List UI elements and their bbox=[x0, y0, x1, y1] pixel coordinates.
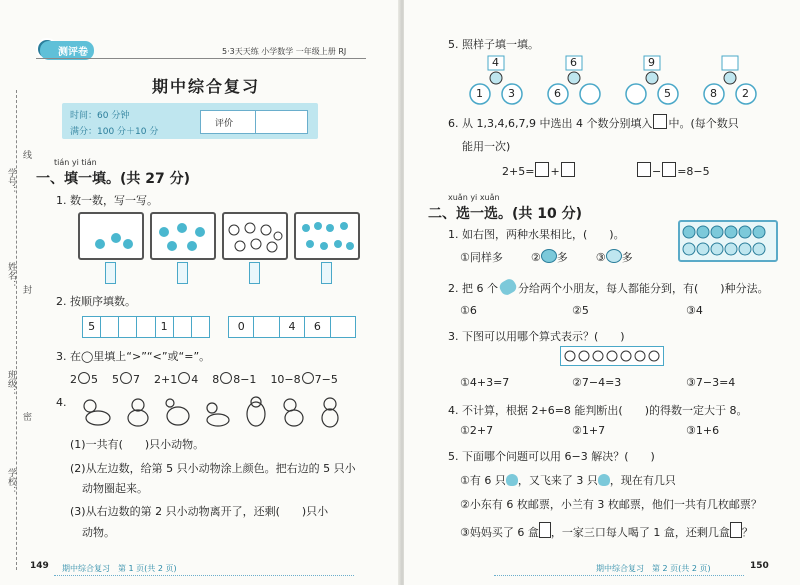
seq2-cell[interactable] bbox=[254, 317, 279, 337]
compare-circle[interactable] bbox=[120, 372, 132, 384]
c3-option-3[interactable]: ③7−3=4 bbox=[686, 376, 736, 389]
compare-left: 5 bbox=[112, 373, 119, 386]
bike-4 bbox=[700, 54, 760, 112]
bike-top: 6 bbox=[570, 56, 577, 69]
c4-option-2[interactable]: ②1+7 bbox=[572, 424, 606, 437]
c1-option-3-suffix: 多 bbox=[621, 251, 633, 264]
c1-option-2[interactable]: ② bbox=[530, 251, 541, 264]
score-info: 满分：100 分＋10 分 bbox=[70, 127, 159, 137]
q6-text-a: 6. 从 1,3,4,6,7,9 中选出 4 个数分别填入 bbox=[448, 117, 653, 130]
apple-box-1 bbox=[78, 212, 144, 260]
q2-text: 2. 按顺序填数。 bbox=[56, 295, 136, 308]
seq1-cell[interactable] bbox=[119, 317, 137, 337]
xuehao-label: 学号： bbox=[6, 168, 16, 195]
c4-option-3[interactable]: ③1+6 bbox=[686, 424, 720, 437]
pingjia-label: 评价 bbox=[215, 119, 234, 129]
seq2-cell[interactable] bbox=[331, 317, 355, 337]
eq2-suffix: =8−5 bbox=[677, 165, 710, 178]
section2-pinyin: xuǎn yi xuǎn bbox=[448, 193, 500, 202]
c3-option-2[interactable]: ②7−4=3 bbox=[572, 376, 622, 389]
duck-icon bbox=[207, 403, 229, 426]
compare-left: 8 bbox=[212, 373, 220, 386]
answer-square[interactable] bbox=[535, 162, 549, 177]
left-footer-text: 期中综合复习 第 1 页(共 2 页) bbox=[62, 564, 177, 573]
seq1-cell[interactable]: 5 bbox=[83, 317, 101, 337]
seq1-cell[interactable] bbox=[101, 317, 119, 337]
compare-circle[interactable] bbox=[302, 372, 314, 384]
seq1-cell[interactable] bbox=[192, 317, 209, 337]
info-box bbox=[62, 103, 318, 139]
eq2-op: − bbox=[652, 165, 662, 178]
bike-2 bbox=[544, 54, 604, 112]
answer-square[interactable] bbox=[637, 162, 651, 177]
compare-right: 7−5 bbox=[314, 373, 338, 386]
pingjia-box bbox=[200, 110, 308, 134]
c4-option-1[interactable]: ①2+7 bbox=[460, 424, 494, 437]
compare-circle[interactable] bbox=[78, 372, 90, 384]
q5-text: 5. 照样子填一填。 bbox=[448, 38, 539, 51]
section2-title: 二、选一选。(共 10 分) bbox=[428, 206, 583, 222]
cut-line bbox=[16, 90, 17, 570]
fruit-compare-box bbox=[678, 220, 778, 262]
q1-text: 1. 数一数，写一写。 bbox=[56, 194, 158, 207]
eq1-prefix: 2+5= bbox=[502, 165, 535, 178]
dog-icon bbox=[84, 400, 110, 425]
milk-carton-icon bbox=[730, 522, 742, 538]
right-page bbox=[404, 0, 800, 585]
bike-top: 9 bbox=[648, 56, 655, 69]
pear-box bbox=[222, 212, 288, 260]
c5-o3-a: ③妈妈买了 6 盒 bbox=[460, 526, 539, 539]
q4-number: 4. bbox=[56, 396, 67, 409]
q4-line-5: 动物。 bbox=[82, 526, 115, 539]
blank-square-icon bbox=[653, 114, 667, 129]
section1-title: 一、填一填。(共 27 分) bbox=[36, 171, 191, 187]
bike-top: 4 bbox=[492, 56, 499, 69]
c1-option-1[interactable]: ①同样多 bbox=[460, 251, 503, 264]
c1-option-3[interactable]: ③ bbox=[595, 251, 606, 264]
bird-icon bbox=[506, 474, 518, 486]
c2-option-2[interactable]: ②5 bbox=[572, 304, 589, 317]
compare-circle[interactable] bbox=[178, 372, 190, 384]
c2-option-1[interactable]: ①6 bbox=[460, 304, 477, 317]
apple-box-2 bbox=[150, 212, 216, 260]
q4-line-4: (3)从右边数的第 2 只小动物离开了，还剩( )只小 bbox=[70, 505, 329, 518]
strawberry-icon bbox=[541, 249, 557, 263]
q4-line-2: (2)从左边数，给第 5 只小动物涂上颜色。把右边的 5 只小 bbox=[70, 462, 356, 475]
monkey-icon bbox=[284, 399, 303, 426]
badge: 测评卷 bbox=[40, 41, 94, 60]
sequence-row-2 bbox=[228, 316, 356, 338]
corn-icon bbox=[498, 277, 519, 297]
q6-line-2: 能用一次) bbox=[462, 140, 511, 153]
cherry-box bbox=[294, 212, 360, 260]
q3-compare-row bbox=[70, 372, 338, 386]
c2-text bbox=[448, 280, 769, 296]
c2-text-a: 2. 把 6 个 bbox=[448, 282, 498, 295]
c4-text: 4. 不计算，根据 2+6=8 能判断出( )的得数一定大于 8。 bbox=[448, 404, 748, 417]
q6-equation-1 bbox=[502, 162, 576, 178]
q6-line-1 bbox=[448, 114, 739, 131]
c5-o1-b: ，又飞来了 3 只 bbox=[517, 474, 598, 487]
left-page-number: 149 bbox=[30, 561, 49, 571]
c5-o3-c: ？ bbox=[741, 526, 753, 539]
answer-box-2[interactable] bbox=[177, 262, 188, 284]
sequence-row-1 bbox=[82, 316, 210, 338]
watermelon-icon bbox=[606, 249, 622, 263]
answer-box-1[interactable] bbox=[105, 262, 116, 284]
feng-mark: 封 bbox=[21, 285, 31, 294]
c3-text: 3. 下图可以用哪个算式表示？( ) bbox=[448, 330, 625, 343]
c5-text: 5. 下面哪个问题可以用 6−3 解决？( ) bbox=[448, 450, 655, 463]
answer-box-4[interactable] bbox=[321, 262, 332, 284]
seq2-cell[interactable]: 0 bbox=[229, 317, 254, 337]
c3-option-1[interactable]: ①4+3=7 bbox=[460, 376, 510, 389]
xian-mark: 线 bbox=[21, 150, 31, 159]
c5-o3-b: ，一家三口每人喝了 1 盒，还剩几盒 bbox=[550, 526, 730, 539]
c5-option-1[interactable] bbox=[460, 472, 676, 488]
c1-text: 1. 如右图，两种水果相比，( )。 bbox=[448, 228, 625, 241]
xuexiao-label: 学校： bbox=[6, 468, 16, 495]
banji-label: 班级： bbox=[6, 370, 16, 397]
bike-left: 8 bbox=[710, 87, 717, 100]
section1-pinyin: tián yi tián bbox=[54, 158, 97, 167]
bike-right: 5 bbox=[664, 87, 671, 100]
compare-right: 8−1 bbox=[233, 373, 257, 386]
bike-right: 3 bbox=[508, 87, 515, 100]
c5-o1-c: ，现在有几只 bbox=[609, 474, 676, 487]
bike-3 bbox=[622, 54, 682, 112]
binding-margin bbox=[0, 0, 34, 585]
seq1-cell[interactable] bbox=[174, 317, 192, 337]
compare-right: 5 bbox=[91, 373, 98, 386]
animals-row bbox=[80, 394, 360, 430]
answer-square[interactable] bbox=[561, 162, 575, 177]
rooster-icon bbox=[166, 399, 189, 425]
compare-right: 4 bbox=[191, 373, 199, 386]
bike-right: 2 bbox=[742, 87, 749, 100]
q6-equation-2 bbox=[636, 162, 710, 178]
compare-left: 10−8 bbox=[270, 373, 301, 386]
c2-option-3[interactable]: ③4 bbox=[686, 304, 703, 317]
bike-example bbox=[466, 54, 526, 112]
time-info: 时间：60 分钟 bbox=[70, 111, 130, 121]
c1-options bbox=[460, 249, 633, 265]
c1-option-2-suffix: 多 bbox=[556, 251, 568, 264]
circles-row bbox=[560, 346, 664, 366]
q6-text-b: 中。(每个数只 bbox=[668, 117, 739, 130]
right-footer-text: 期中综合复习 第 2 页(共 2 页) bbox=[596, 564, 711, 573]
compare-left: 2+1 bbox=[154, 373, 178, 386]
bird-icon bbox=[598, 474, 610, 486]
c5-option-2[interactable]: ②小东有 6 枚邮票，小兰有 3 枚邮票，他们一共有几枚邮票？ bbox=[460, 498, 762, 511]
kitten-icon bbox=[322, 398, 338, 427]
compare-left: 2 bbox=[70, 373, 77, 386]
page-title: 期中综合复习 bbox=[152, 77, 261, 96]
xingming-label: 姓名： bbox=[6, 262, 16, 289]
c5-o1-a: ①有 6 只 bbox=[460, 474, 506, 487]
mi-mark: 密 bbox=[21, 412, 31, 421]
seq2-cell[interactable]: 6 bbox=[305, 317, 330, 337]
bike-left: 1 bbox=[476, 87, 483, 100]
q4-line-3: 动物圈起来。 bbox=[82, 482, 148, 495]
c2-text-b: 分给两个小朋友，每人都能分到，有( )种分法。 bbox=[517, 282, 769, 295]
seq1-cell[interactable] bbox=[137, 317, 155, 337]
answer-square[interactable] bbox=[662, 162, 676, 177]
tiger-icon bbox=[247, 397, 265, 426]
header-rule bbox=[36, 58, 366, 59]
milk-carton-icon bbox=[539, 522, 551, 538]
compare-circle[interactable] bbox=[220, 372, 232, 384]
right-footer bbox=[494, 561, 790, 577]
left-footer bbox=[24, 561, 344, 577]
answer-box-3[interactable] bbox=[249, 262, 260, 284]
bike-left: 6 bbox=[554, 87, 561, 100]
eq1-op: + bbox=[550, 165, 560, 178]
book-header: 5·3天天练 小学数学 一年级上册 RJ bbox=[222, 47, 347, 56]
compare-right: 7 bbox=[133, 373, 140, 386]
right-page-number: 150 bbox=[750, 561, 769, 571]
cat-icon bbox=[128, 399, 148, 426]
q3-text: 3. 在◯里填上“>”“<”或“=”。 bbox=[56, 350, 211, 363]
q4-line-1: (1)一共有( )只小动物。 bbox=[70, 438, 205, 451]
seq2-cell[interactable]: 4 bbox=[280, 317, 305, 337]
seq1-cell[interactable]: 1 bbox=[156, 317, 174, 337]
c5-option-3[interactable] bbox=[460, 522, 753, 540]
